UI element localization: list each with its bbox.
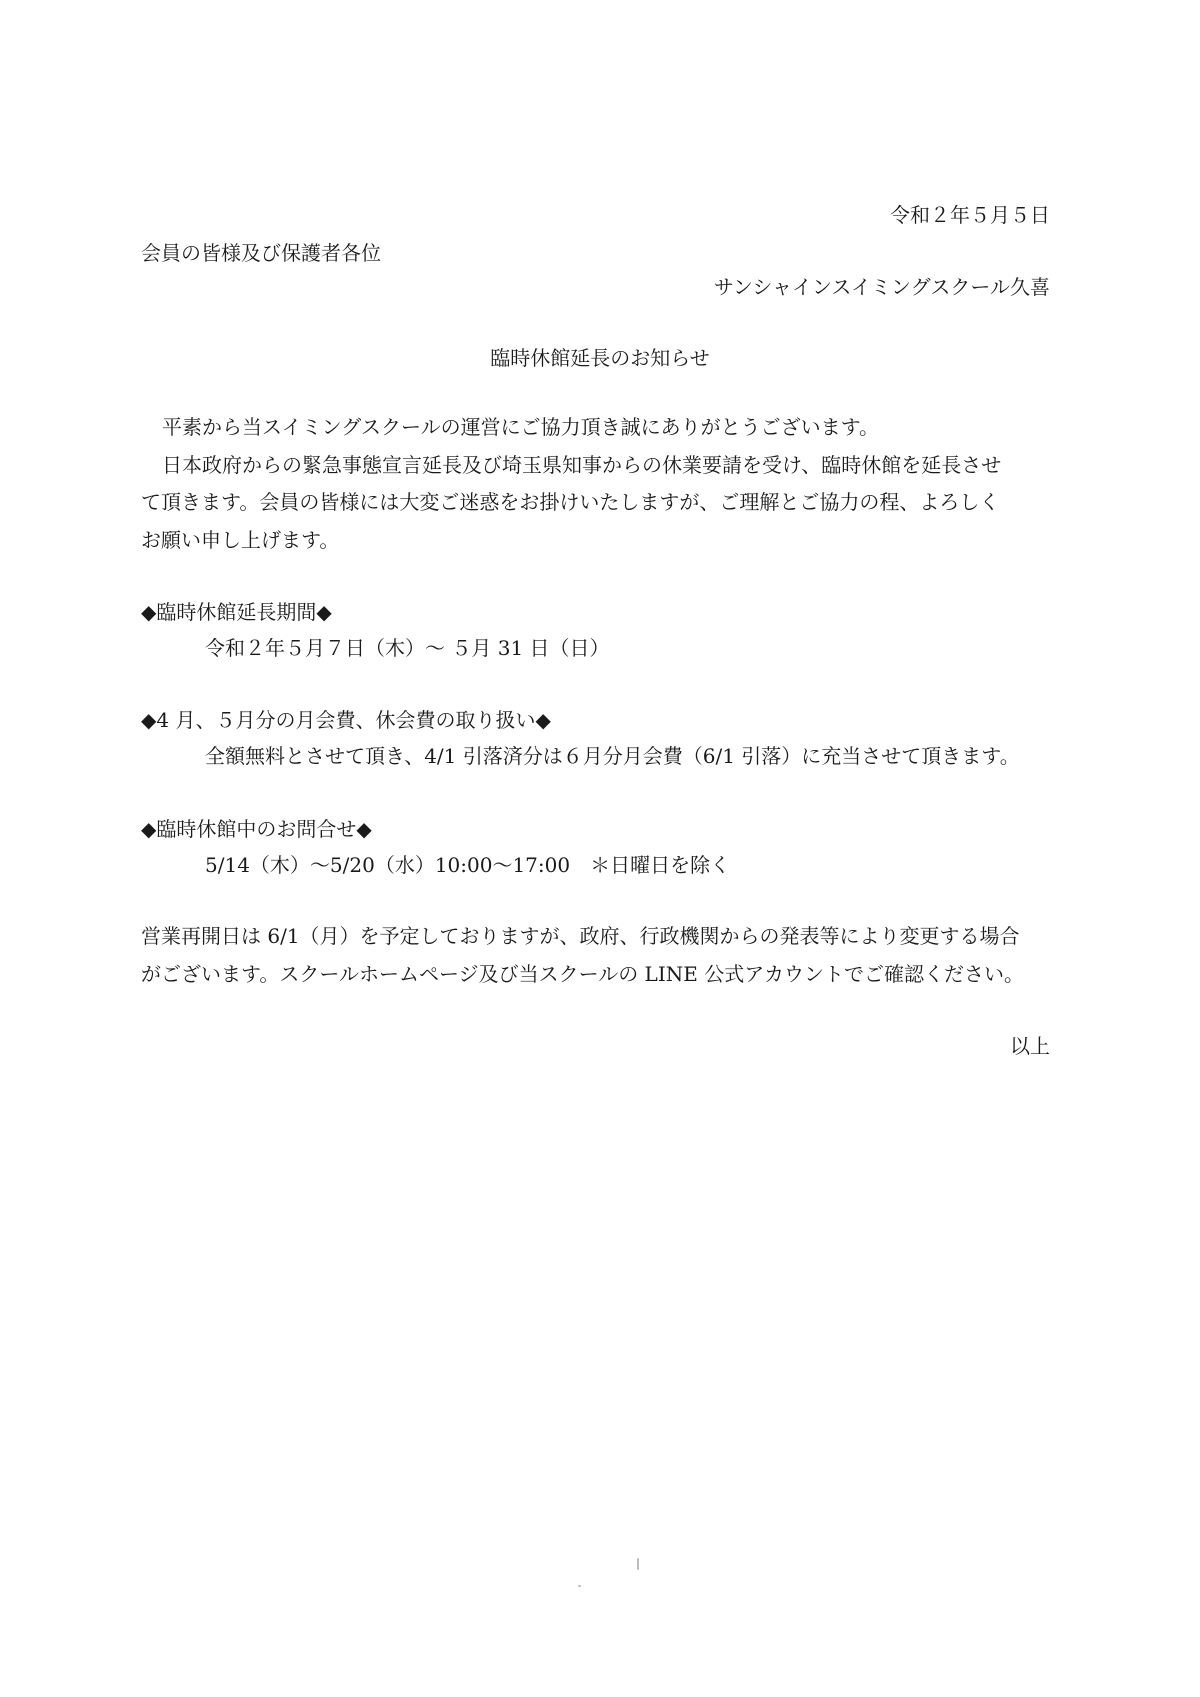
intro-line-3: て頂きます。会員の皆様には大変ご迷惑をお掛けいたしますが、ご理解とご協力の程、よろしく [141,490,1000,514]
fees-heading: ◆4 月、５月分の月会費、休会費の取り扱い◆ [141,708,551,732]
period-body: 令和２年５月７日（木）～ ５月 31 日（日） [205,636,610,660]
document-date: 令和２年５月５日 [890,203,1050,227]
inquiry-heading: ◆臨時休館中のお問合せ◆ [141,817,372,841]
sender-name: サンシャインスイミングスクール久喜 [713,275,1050,299]
recipient-line: 会員の皆様及び保護者各位 [141,241,381,265]
scan-speck [637,1558,639,1570]
intro-line-1: 平素から当スイミングスクールの運営にご協力頂き誠にありがとうございます。 [162,415,879,439]
intro-line-2: 日本政府からの緊急事態宣言延長及び埼玉県知事からの休業要請を受け、臨時休館を延長させ [162,453,1002,477]
scan-speck [578,1585,581,1587]
closing-line-2: がございます。スクールホームページ及び当スクールの LINE 公式アカウントでご確認ください。 [141,962,1024,986]
inquiry-body: 5/14（木）～5/20（水）10:00～17:00 ＊日曜日を除く [205,853,731,877]
fees-body: 全額無料とさせて頂き、4/1 引落済分は６月分月会費（6/1 引落）に充当させて頂きます。 [205,744,1020,768]
period-heading: ◆臨時休館延長期間◆ [141,600,332,624]
intro-line-4: お願い申し上げます。 [141,528,340,552]
closing-mark: 以上 [1010,1034,1050,1058]
document-title: 臨時休館延長のお知らせ [490,346,710,370]
closing-line-1: 営業再開日は 6/1（月）を予定しておりますが、政府、行政機関からの発表等により変更する場合 [141,924,1020,948]
